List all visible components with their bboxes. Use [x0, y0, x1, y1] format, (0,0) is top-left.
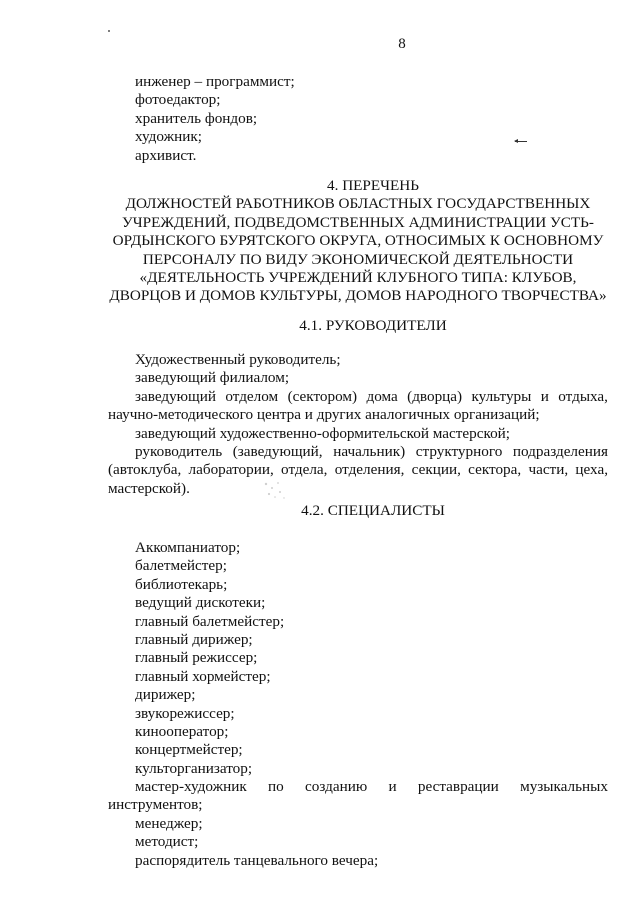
section-4-1-title: 4.1. РУКОВОДИТЕЛИ	[299, 317, 447, 334]
section-4-title-line: ДОЛЖНОСТЕЙ РАБОТНИКОВ ОБЛАСТНЫХ ГОСУДАРСТВЕННЫХ	[125, 195, 591, 213]
text-line: заведующий отделом (сектором) дома (дворца) культуры и отдыха,	[135, 387, 608, 405]
list-item: звукорежиссер;	[135, 704, 235, 722]
list-item: мастер-художник по созданию и реставрации музыкальных	[135, 778, 608, 796]
list-item: главный хормейстер;	[135, 667, 271, 685]
section-4-title-line: УЧРЕЖДЕНИЙ, ПОДВЕДОМСТВЕННЫХ АДМИНИСТРАЦИИ УСТЬ-	[122, 213, 594, 231]
text-line: Художественный руководитель;	[135, 351, 341, 368]
list-item: кинооператор;	[135, 722, 229, 740]
arrow-mark-icon	[515, 141, 527, 142]
list-item: ведущий дискотеки;	[135, 594, 266, 612]
list-item: главный балетмейстер;	[135, 612, 285, 630]
list-item: главный дирижер;	[135, 630, 253, 648]
section-4-2-title: 4.2. СПЕЦИАЛИСТЫ	[301, 502, 445, 519]
page-number: 8	[398, 36, 406, 52]
section-4-title-line: «ДЕЯТЕЛЬНОСТЬ УЧРЕЖДЕНИЙ КЛУБНОГО ТИПА: КЛУБОВ,	[139, 268, 577, 286]
list-item: распорядитель танцевального вечера;	[135, 851, 379, 869]
list-item: методист;	[135, 833, 199, 851]
list-item: Аккомпаниатор;	[135, 539, 241, 556]
list-item: инструментов;	[108, 796, 203, 814]
list-item: инженер – программист;	[135, 73, 295, 90]
section-4-1-body	[108, 351, 608, 498]
list-item: главный режиссер;	[135, 649, 258, 667]
section-4-title-line: ДВОРЦОВ И ДОМОВ КУЛЬТУРЫ, ДОМОВ НАРОДНОГО ТВОРЧЕСТВА»	[109, 287, 607, 305]
list-item: библиотекарь;	[135, 575, 228, 593]
text-line: мастерской).	[108, 479, 190, 497]
text-line: руководитель (заведующий, начальник) структурного подразделения	[135, 442, 608, 460]
list-item: концертмейстер;	[135, 741, 243, 759]
text-line: научно-методического центра и других аналогичных организаций;	[108, 406, 540, 424]
section-4-heading	[108, 177, 608, 306]
text-line: заведующий художественно-оформительской мастерской;	[135, 424, 511, 442]
scan-smudge	[260, 478, 288, 502]
section-4-title-line: ПЕРСОНАЛУ ПО ВИДУ ЭКОНОМИЧЕСКОЙ ДЕЯТЕЛЬНОСТИ	[142, 250, 574, 268]
list-item: хранитель фондов;	[135, 109, 258, 127]
section-4-1-heading	[108, 317, 608, 335]
section-4-number-title: 4. ПЕРЕЧЕНЬ	[327, 177, 419, 194]
scan-speck	[108, 30, 110, 32]
section-4-2-body	[108, 539, 608, 870]
list-item: художник;	[135, 128, 202, 146]
list-item: фотоедактор;	[135, 91, 221, 109]
section-4-title-line: ОРДЫНСКОГО БУРЯТСКОГО ОКРУГА, ОТНОСИМЫХ К ОСНОВНОМУ	[112, 232, 604, 250]
section-4-2-heading	[108, 502, 608, 520]
list-item: архивист.	[135, 146, 197, 164]
list-item: балетмейстер;	[135, 557, 227, 575]
list-item: менеджер;	[135, 814, 203, 832]
text-line: (автоклуба, лаборатории, отдела, отделения, секции, сектора, части, цеха,	[108, 461, 608, 479]
list-item: культорганизатор;	[135, 759, 253, 777]
list-item: дирижер;	[135, 686, 196, 704]
text-line: заведующий филиалом;	[135, 369, 290, 387]
top-list	[108, 73, 608, 165]
